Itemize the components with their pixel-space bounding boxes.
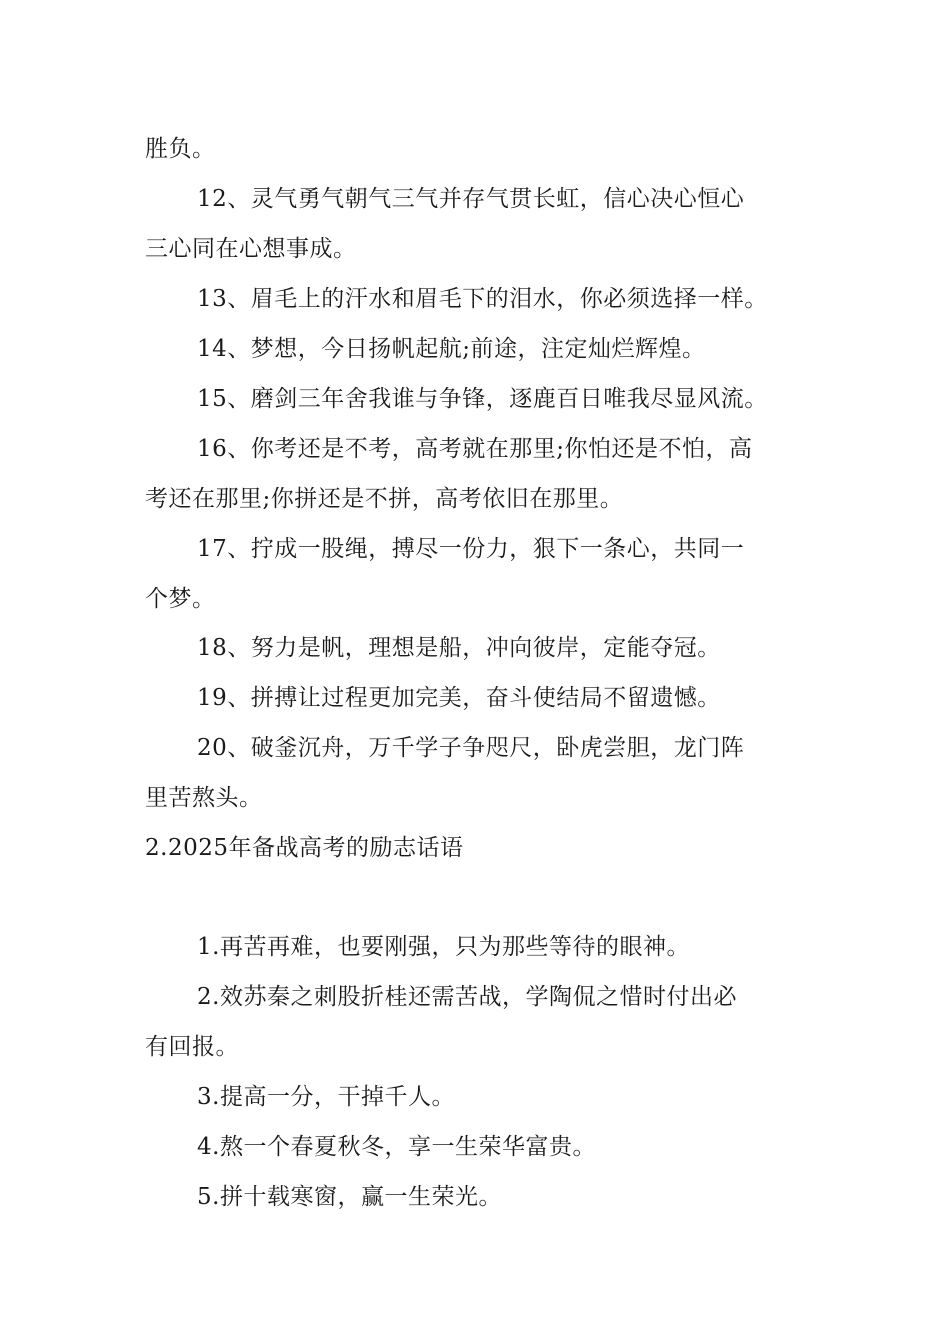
text-line: 15、磨剑三年舍我谁与争锋，逐鹿百日唯我尽显风流。	[197, 386, 768, 412]
text-line: 20、破釜沉舟，万千学子争咫尺，卧虎尝胆，龙门阵	[197, 735, 745, 761]
text-line: 2.效苏秦之刺股折桂还需苦战，学陶侃之惜时付出必	[197, 984, 737, 1010]
text-line: 考还在那里;你拼还是不拼，高考依旧在那里。	[145, 486, 624, 512]
text-line: 13、眉毛上的汗水和眉毛下的泪水，你必须选择一样。	[197, 286, 768, 312]
text-line: 5.拼十载寒窗，赢一生荣光。	[197, 1184, 502, 1210]
text-line: 3.提高一分，干掉千人。	[197, 1084, 455, 1110]
text-line: 18、努力是帆，理想是船，冲向彼岸，定能夺冠。	[197, 635, 721, 661]
text-line: 三心同在心想事成。	[145, 236, 357, 262]
text-line: 1.再苦再难，也要刚强，只为那些等待的眼神。	[197, 934, 690, 960]
section-heading: 2.2025年备战高考的励志话语	[145, 835, 464, 861]
text-line: 个梦。	[145, 586, 216, 612]
text-line: 有回报。	[145, 1034, 239, 1060]
text-line: 里苦熬头。	[145, 785, 263, 811]
text-line: 17、拧成一股绳，搏尽一份力，狠下一条心，共同一	[197, 536, 745, 562]
text-line: 胜负。	[145, 136, 216, 162]
text-line: 14、梦想，今日扬帆起航;前途，注定灿烂辉煌。	[197, 336, 706, 362]
text-line: 19、拼搏让过程更加完美，奋斗使结局不留遗憾。	[197, 685, 721, 711]
text-line: 16、你考还是不考，高考就在那里;你怕还是不怕，高	[197, 436, 753, 462]
text-line: 12、灵气勇气朝气三气并存气贯长虹，信心决心恒心	[197, 186, 745, 212]
text-line: 4.熬一个春夏秋冬，享一生荣华富贵。	[197, 1134, 596, 1160]
